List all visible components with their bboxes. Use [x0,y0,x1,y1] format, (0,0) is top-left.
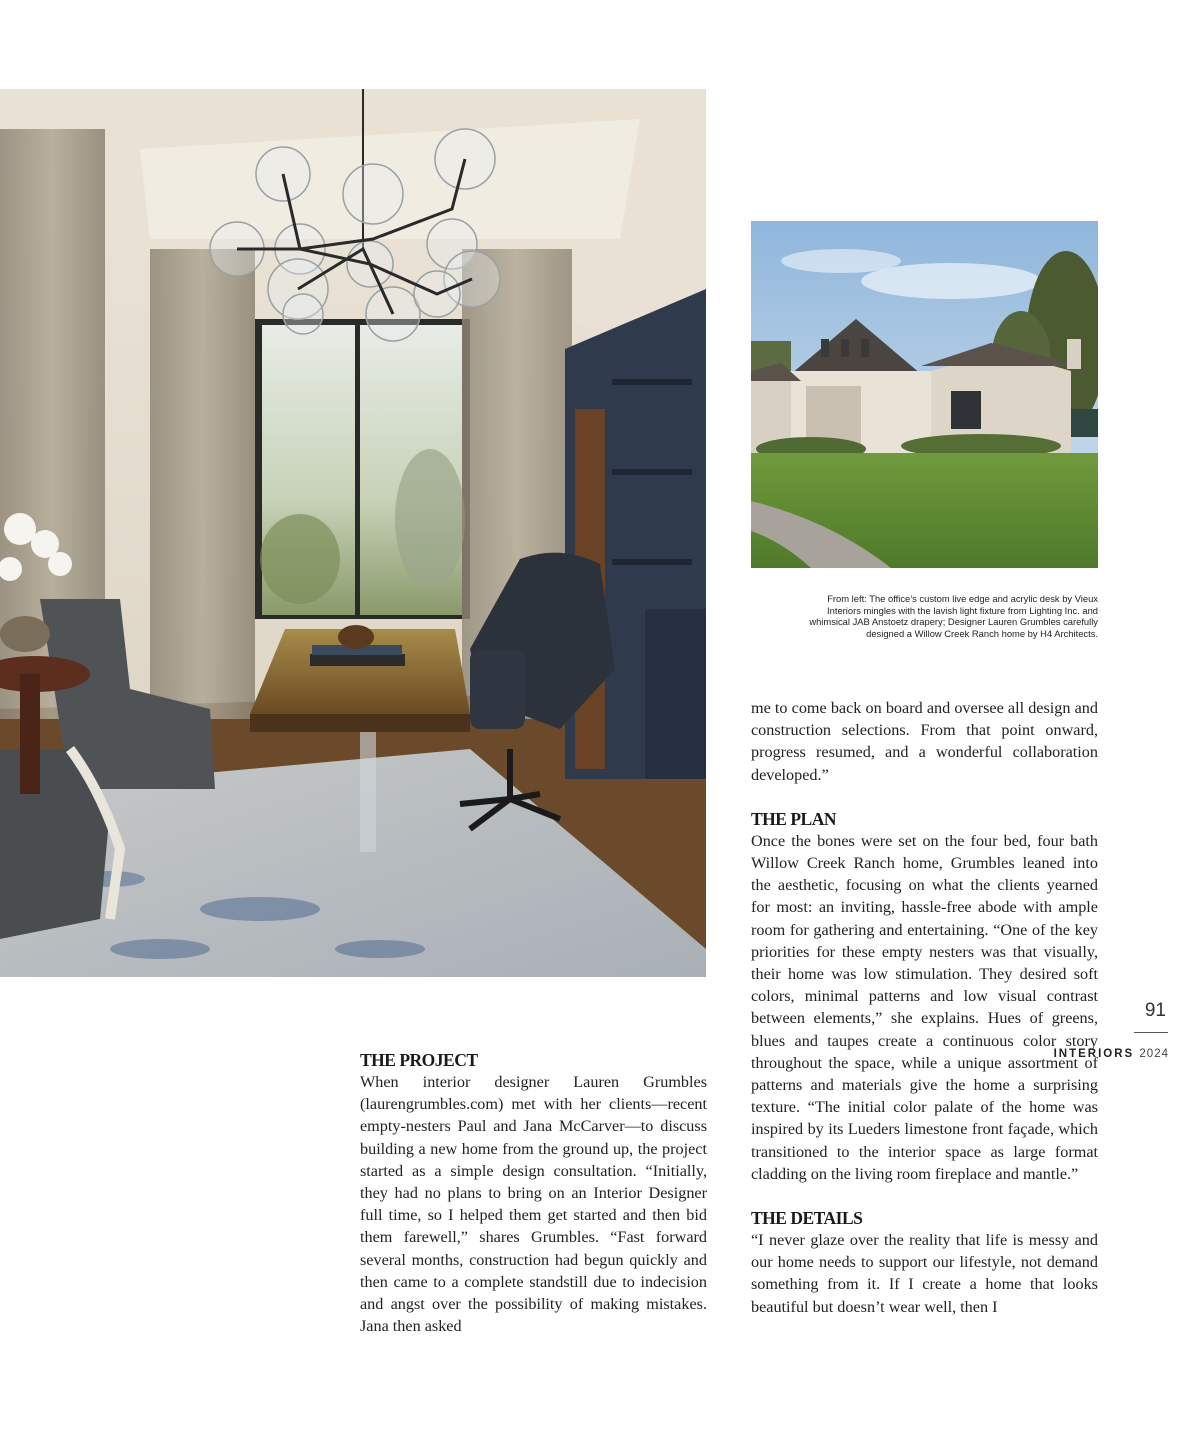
right-column [751,697,1098,1318]
project-heading: THE PROJECT [360,1050,478,1070]
project-continued-paragraph: me to come back on board and oversee all design and construction selections. From that point onward, progress resumed, and a wonderful collaboration developed.” [751,699,1098,784]
magazine-year: 2024 [1139,1048,1169,1060]
plan-heading: THE PLAN [751,808,836,829]
exterior-photo [751,221,1098,568]
plan-paragraph: Once the bones were set on the four bed, four bath Willow Creek Ranch home, Grumbles leaned into the aesthetic, focusing on what the clients yearned for most: an inviting, hassle-free abode with ample room for gathering and entertaining. “One of the key priorities for these empty nesters was that visually, their home was low stimulation. They desired soft colors, minimal patterns and low visual contrast between elements,” she explains. Hues of greens, blues and taupes create a continuous color story throughout the space, while a unique assortment of patterns and materials give the home a surprising texture. “The initial color palate of the home was inspired by its Lueders limestone front façade, which transitioned to the interior space as large format cladding on the living room fireplace and mantle.” [751,831,1098,1183]
folio-divider [1134,1032,1168,1033]
photo-caption [740,593,1098,640]
caption-line: Interiors mingles with the lavish light fixture from Lighting Inc. and [827,604,1098,616]
project-paragraph: When interior designer Lauren Grumbles (laurengrumbles.com) met with her clients—recent empty-nesters Paul and Jana McCarver—to discuss building a new home from the ground up, the project started as a simple design consultation. “Initially, they had no plans to bring on an Interior Designer full time, so I helped them get started and then bid them farewell,” shares Grumbles. “Fast forward several months, construction had begun quickly and then came to a complete standstill due to indecision and angst over the possibility of making mistakes. Jana then asked [360,1073,707,1336]
caption-line: whimsical JAB Anstoetz drapery; Designer Lauren Grumbles carefully [809,616,1098,628]
magazine-folio [1000,1048,1169,1060]
magazine-name: INTERIORS [1053,1048,1135,1060]
office-photo [0,89,706,977]
details-heading: THE DETAILS [751,1208,863,1229]
left-column [360,1049,707,1337]
caption-line: From left: The office’s custom live edge and acrylic desk by Vieux [827,593,1098,604]
page-number: 91 [1144,1000,1166,1021]
caption-line: designed a Willow Creek Ranch home by H4 Architects. [866,628,1098,640]
details-paragraph: “I never glaze over the reality that life is messy and our home needs to support our lifestyle, not demand something from it. If I create a home that looks beautiful but doesn’t wear well, then I [751,1231,1098,1316]
